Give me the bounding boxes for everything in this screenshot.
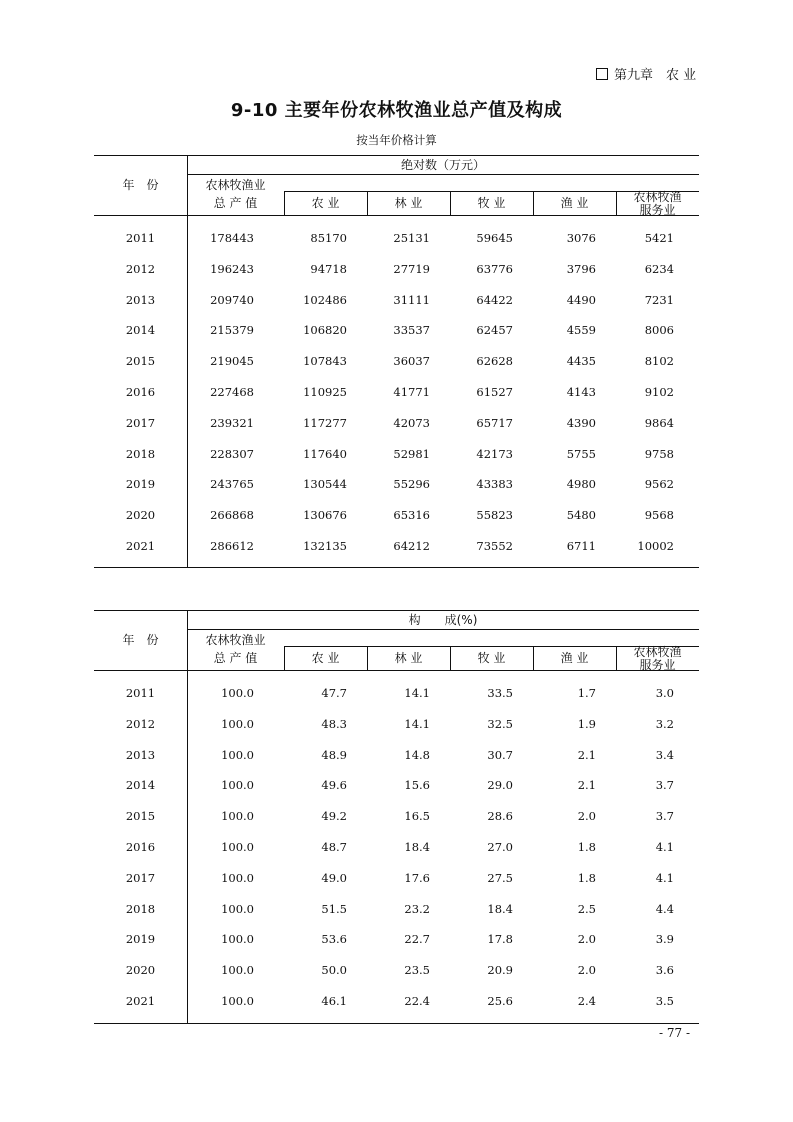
table-row <box>94 686 699 706</box>
cell-year: 2012 <box>125 716 156 731</box>
cell-service: 9562 <box>644 477 674 492</box>
table-row <box>94 262 699 282</box>
cell-total: 100.0 <box>221 840 254 854</box>
table-row <box>94 809 699 829</box>
header-rule <box>187 174 699 175</box>
cell-total: 100.0 <box>221 716 254 731</box>
cell-year: 2021 <box>125 539 156 553</box>
cell-total: 266868 <box>210 508 254 523</box>
header-rule <box>187 629 699 630</box>
cell-service: 6234 <box>644 261 674 276</box>
cell-agriculture: 94718 <box>310 261 347 276</box>
col-header-agriculture: 农 业 <box>311 651 340 665</box>
cell-agriculture: 102486 <box>303 292 347 307</box>
page-title: 9-10 主要年份农林牧渔业总产值及构成 <box>230 100 563 121</box>
cell-fishery: 1.8 <box>577 870 596 885</box>
cell-forestry: 25131 <box>393 231 430 245</box>
cell-forestry: 52981 <box>393 446 430 461</box>
table-row <box>94 963 699 983</box>
cell-fishery: 2.0 <box>577 809 596 824</box>
cell-year: 2016 <box>125 385 156 399</box>
cell-animal-husbandry: 55823 <box>476 508 513 523</box>
cell-total: 178443 <box>210 231 254 245</box>
table-absolute-values <box>94 155 699 570</box>
cell-animal-husbandry: 27.0 <box>487 840 513 854</box>
table-row <box>94 871 699 891</box>
cell-animal-husbandry: 61527 <box>476 385 513 399</box>
cell-year: 2019 <box>125 932 156 947</box>
cell-fishery: 2.5 <box>577 901 596 916</box>
header-bottom-rule <box>94 670 699 671</box>
cell-year: 2015 <box>125 809 156 824</box>
cell-forestry: 15.6 <box>404 778 430 793</box>
cell-forestry: 18.4 <box>404 840 430 854</box>
chapter-label: 第九章 农 业 <box>614 68 697 83</box>
cell-year: 2011 <box>125 231 156 245</box>
cell-animal-husbandry: 64422 <box>476 292 513 307</box>
cell-forestry: 22.4 <box>404 994 430 1008</box>
cell-service: 4.1 <box>655 840 674 854</box>
table-row <box>94 354 699 374</box>
col-header-fishery: 渔 业 <box>560 196 589 210</box>
cell-year: 2011 <box>125 686 156 700</box>
table-composition <box>94 610 699 1026</box>
table-row <box>94 539 699 559</box>
cell-agriculture: 50.0 <box>321 963 347 978</box>
table-row <box>94 477 699 497</box>
cell-year: 2013 <box>125 747 156 762</box>
cell-forestry: 65316 <box>393 508 430 523</box>
cell-fishery: 2.4 <box>577 994 596 1008</box>
cell-fishery: 2.0 <box>577 963 596 978</box>
table-row <box>94 748 699 768</box>
cell-agriculture: 117277 <box>303 415 347 430</box>
col-header-agriculture: 农 业 <box>311 196 340 210</box>
cell-year: 2013 <box>125 292 156 307</box>
cell-forestry: 14.8 <box>404 747 430 762</box>
cell-total: 209740 <box>210 292 254 307</box>
cell-agriculture: 106820 <box>303 323 347 338</box>
header-bottom-rule <box>94 215 699 216</box>
table-bottom-rule <box>94 1023 699 1024</box>
cell-fishery: 2.0 <box>577 932 596 947</box>
cell-service: 5421 <box>644 231 674 245</box>
cell-service: 3.6 <box>655 963 674 978</box>
cell-animal-husbandry: 62628 <box>476 354 513 369</box>
cell-fishery: 4390 <box>566 415 596 430</box>
page-subtitle: 按当年价格计算 <box>356 133 437 147</box>
table-bottom-rule <box>94 567 699 568</box>
cell-agriculture: 47.7 <box>321 686 347 700</box>
cell-agriculture: 48.7 <box>321 840 347 854</box>
cell-fishery: 4490 <box>566 292 596 307</box>
col-header-animal-husbandry: 牧 业 <box>477 651 506 665</box>
cell-agriculture: 48.9 <box>321 747 347 762</box>
cell-animal-husbandry: 25.6 <box>487 994 513 1008</box>
cell-forestry: 14.1 <box>404 686 430 700</box>
col-header-year: 年 份 <box>122 633 159 647</box>
cell-service: 7231 <box>644 292 674 307</box>
cell-total: 100.0 <box>221 932 254 947</box>
cell-forestry: 41771 <box>393 385 430 399</box>
cell-agriculture: 49.0 <box>321 870 347 885</box>
col-header-animal-husbandry: 牧 业 <box>477 196 506 210</box>
table-top-rule <box>94 155 699 156</box>
cell-fishery: 6711 <box>566 539 596 553</box>
page-number: - 77 - <box>658 1026 690 1040</box>
cell-fishery: 4980 <box>566 477 596 492</box>
cell-service: 8102 <box>644 354 674 369</box>
cell-service: 9102 <box>644 385 674 399</box>
cell-fishery: 2.1 <box>577 747 596 762</box>
cell-forestry: 33537 <box>393 323 430 338</box>
col-header-total-2: 总 产 值 <box>213 651 258 665</box>
table-row <box>94 231 699 251</box>
cell-total: 100.0 <box>221 747 254 762</box>
cell-service: 10002 <box>637 539 674 553</box>
cell-year: 2019 <box>125 477 156 492</box>
cell-year: 2020 <box>125 963 156 978</box>
cell-forestry: 14.1 <box>404 716 430 731</box>
cell-animal-husbandry: 28.6 <box>487 809 513 824</box>
group-header: 构 成(%) <box>408 613 478 627</box>
cell-agriculture: 51.5 <box>321 901 347 916</box>
cell-animal-husbandry: 59645 <box>476 231 513 245</box>
cell-year: 2018 <box>125 901 156 916</box>
cell-total: 100.0 <box>221 686 254 700</box>
cell-service: 3.5 <box>655 994 674 1008</box>
cell-service: 9864 <box>644 415 674 430</box>
cell-forestry: 42073 <box>393 415 430 430</box>
table-row <box>94 778 699 798</box>
cell-total: 239321 <box>210 415 254 430</box>
cell-fishery: 2.1 <box>577 778 596 793</box>
cell-animal-husbandry: 29.0 <box>487 778 513 793</box>
col-header-service-2: 服务业 <box>639 203 676 217</box>
cell-animal-husbandry: 18.4 <box>487 901 513 916</box>
cell-agriculture: 48.3 <box>321 716 347 731</box>
table-row <box>94 416 699 436</box>
cell-animal-husbandry: 32.5 <box>487 716 513 731</box>
cell-fishery: 1.9 <box>577 716 596 731</box>
cell-service: 3.7 <box>655 809 674 824</box>
table-row <box>94 902 699 922</box>
cell-agriculture: 85170 <box>310 231 347 245</box>
col-header-service-2: 服务业 <box>639 658 676 672</box>
cell-animal-husbandry: 30.7 <box>487 747 513 762</box>
cell-animal-husbandry: 33.5 <box>487 686 513 700</box>
cell-animal-husbandry: 43383 <box>476 477 513 492</box>
cell-total: 286612 <box>210 539 254 553</box>
cell-total: 215379 <box>210 323 254 338</box>
table-row <box>94 840 699 860</box>
cell-total: 227468 <box>210 385 254 399</box>
table-row <box>94 447 699 467</box>
cell-animal-husbandry: 73552 <box>476 539 513 553</box>
table-row <box>94 932 699 952</box>
cell-year: 2017 <box>125 415 156 430</box>
col-header-total-2: 总 产 值 <box>213 196 258 210</box>
col-header-total-1: 农林牧渔业 <box>205 178 266 192</box>
table-row <box>94 717 699 737</box>
cell-animal-husbandry: 42173 <box>476 446 513 461</box>
cell-forestry: 22.7 <box>404 932 430 947</box>
cell-animal-husbandry: 63776 <box>476 261 513 276</box>
cell-year: 2018 <box>125 446 156 461</box>
cell-service: 9568 <box>644 508 674 523</box>
cell-forestry: 23.2 <box>404 901 430 916</box>
cell-total: 100.0 <box>221 870 254 885</box>
cell-year: 2016 <box>125 840 156 854</box>
cell-year: 2014 <box>125 778 156 793</box>
col-header-forestry: 林 业 <box>394 651 423 665</box>
cell-forestry: 31111 <box>393 292 430 307</box>
cell-total: 196243 <box>210 261 254 276</box>
cell-fishery: 1.8 <box>577 840 596 854</box>
cell-forestry: 27719 <box>393 261 430 276</box>
table-row <box>94 508 699 528</box>
cell-service: 3.4 <box>655 747 674 762</box>
cell-year: 2017 <box>125 870 156 885</box>
cell-fishery: 5755 <box>566 446 596 461</box>
cell-agriculture: 130544 <box>303 477 347 492</box>
cell-service: 4.1 <box>655 870 674 885</box>
table-top-rule <box>94 610 699 611</box>
cell-animal-husbandry: 27.5 <box>487 870 513 885</box>
group-header: 绝对数（万元） <box>400 158 485 172</box>
cell-service: 3.9 <box>655 932 674 947</box>
cell-service: 3.0 <box>655 686 674 700</box>
cell-animal-husbandry: 17.8 <box>487 932 513 947</box>
cell-fishery: 4559 <box>566 323 596 338</box>
cell-fishery: 4143 <box>566 385 596 399</box>
col-header-total-1: 农林牧渔业 <box>205 633 266 647</box>
col-header-service-1: 农林牧渔 <box>633 645 682 659</box>
table-row <box>94 323 699 343</box>
cell-total: 219045 <box>210 354 254 369</box>
cell-forestry: 64212 <box>393 539 430 553</box>
cell-agriculture: 46.1 <box>321 994 347 1008</box>
cell-service: 3.7 <box>655 778 674 793</box>
cell-forestry: 16.5 <box>404 809 430 824</box>
cell-year: 2021 <box>125 994 156 1008</box>
cell-forestry: 17.6 <box>404 870 430 885</box>
col-header-forestry: 林 业 <box>394 196 423 210</box>
table-row <box>94 385 699 405</box>
cell-total: 243765 <box>210 477 254 492</box>
cell-fishery: 1.7 <box>577 686 596 700</box>
cell-total: 228307 <box>210 446 254 461</box>
col-header-year: 年 份 <box>122 178 159 192</box>
cell-service: 3.2 <box>655 716 674 731</box>
cell-forestry: 36037 <box>393 354 430 369</box>
cell-agriculture: 49.6 <box>321 778 347 793</box>
cell-agriculture: 117640 <box>303 446 347 461</box>
square-bullet-icon <box>596 68 608 80</box>
cell-fishery: 3076 <box>566 231 596 245</box>
cell-service: 4.4 <box>655 901 674 916</box>
cell-agriculture: 49.2 <box>321 809 347 824</box>
cell-year: 2015 <box>125 354 156 369</box>
cell-year: 2020 <box>125 508 156 523</box>
cell-agriculture: 110925 <box>303 385 347 399</box>
cell-agriculture: 130676 <box>303 508 347 523</box>
cell-agriculture: 53.6 <box>321 932 347 947</box>
cell-forestry: 55296 <box>393 477 430 492</box>
cell-agriculture: 132135 <box>303 539 347 553</box>
cell-fishery: 3796 <box>566 261 596 276</box>
table-row <box>94 293 699 313</box>
cell-animal-husbandry: 62457 <box>476 323 513 338</box>
cell-total: 100.0 <box>221 963 254 978</box>
cell-forestry: 23.5 <box>404 963 430 978</box>
cell-fishery: 5480 <box>566 508 596 523</box>
col-header-fishery: 渔 业 <box>560 651 589 665</box>
cell-animal-husbandry: 20.9 <box>487 963 513 978</box>
cell-total: 100.0 <box>221 809 254 824</box>
cell-year: 2014 <box>125 323 156 338</box>
cell-animal-husbandry: 65717 <box>476 415 513 430</box>
cell-total: 100.0 <box>221 994 254 1008</box>
cell-service: 9758 <box>644 446 674 461</box>
cell-total: 100.0 <box>221 778 254 793</box>
cell-fishery: 4435 <box>566 354 596 369</box>
col-header-service-1: 农林牧渔 <box>633 190 682 204</box>
table-row <box>94 994 699 1014</box>
chapter-header <box>596 64 706 83</box>
cell-service: 8006 <box>644 323 674 338</box>
cell-agriculture: 107843 <box>303 354 347 369</box>
cell-total: 100.0 <box>221 901 254 916</box>
cell-year: 2012 <box>125 261 156 276</box>
